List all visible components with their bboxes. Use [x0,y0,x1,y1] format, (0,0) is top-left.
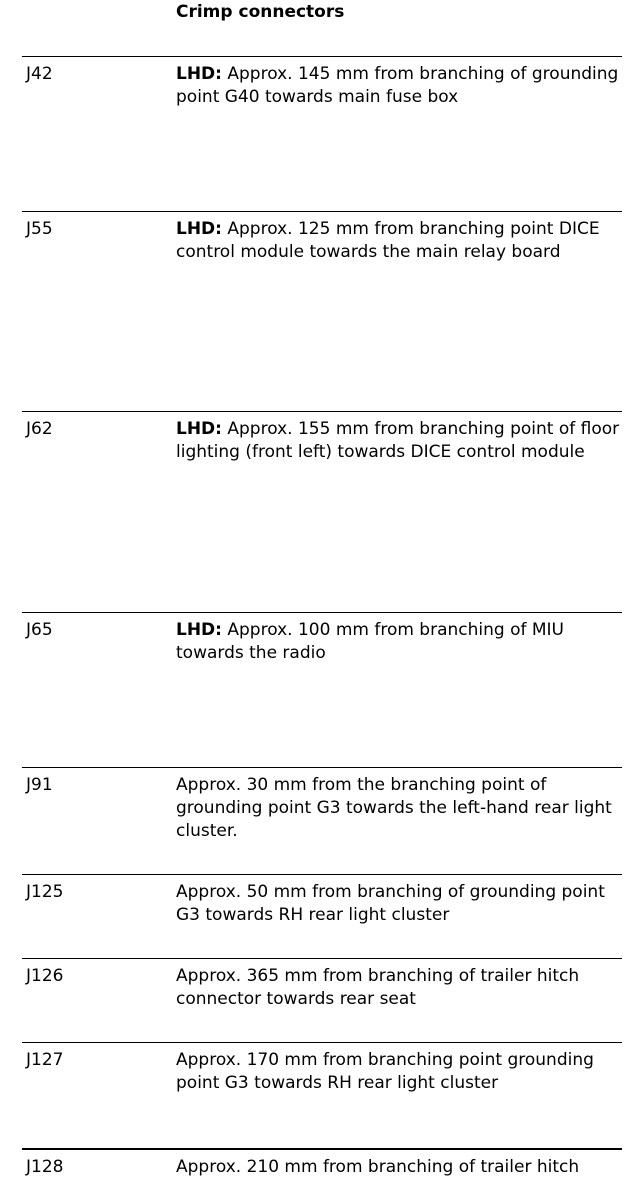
lhd-label: LHD: [176,620,222,640]
connector-description: Approx. 170 mm from branching point grounding point G3 towards RH rear light cluster [176,1050,594,1093]
connector-id: J65 [26,620,53,640]
connector-description: Approx. 50 mm from branching of grounding point G3 towards RH rear light cluster [176,882,605,925]
connector-description: Approx. 30 mm from the branching point of grounding point G3 towards the left-hand rear light cluster. [176,775,612,841]
connector-id: J125 [26,882,64,902]
connector-description [176,218,622,264]
connector-id: J127 [26,1050,64,1070]
table-row [22,874,622,958]
connector-id: J55 [26,219,53,239]
section-heading: Crimp connectors [176,2,345,22]
description-text: Approx. 100 mm from branching of MIU towards the radio [176,620,565,663]
description-text: Approx. 125 mm from branching point DICE control module towards the main relay board [176,219,600,262]
connector-description [176,619,622,665]
table-row [22,1148,622,1188]
lhd-label: LHD: [176,419,222,439]
lhd-label: LHD: [176,219,222,239]
table-row [22,1042,622,1148]
table-row [22,56,622,211]
connector-id: J128 [26,1157,64,1177]
connector-id: J42 [26,64,53,84]
connector-description [176,418,622,464]
table-row [22,411,622,612]
lhd-label: LHD: [176,64,222,84]
table-row [22,612,622,767]
table-row [22,211,622,411]
description-text: Approx. 145 mm from branching of grounding point G40 towards main fuse box [176,64,619,107]
connector-description: Approx. 365 mm from branching of trailer hitch connector towards rear seat [176,966,580,1009]
table-row [22,767,622,874]
connector-id: J91 [26,775,53,795]
description-text: Approx. 155 mm from branching point of floor lighting (front left) towards DICE control module [176,419,620,462]
connector-description: Approx. 210 mm from branching of trailer hitch [176,1157,580,1177]
table-row [22,958,622,1042]
connector-id: J62 [26,419,53,439]
connector-id: J126 [26,966,64,986]
connector-description [176,63,622,109]
